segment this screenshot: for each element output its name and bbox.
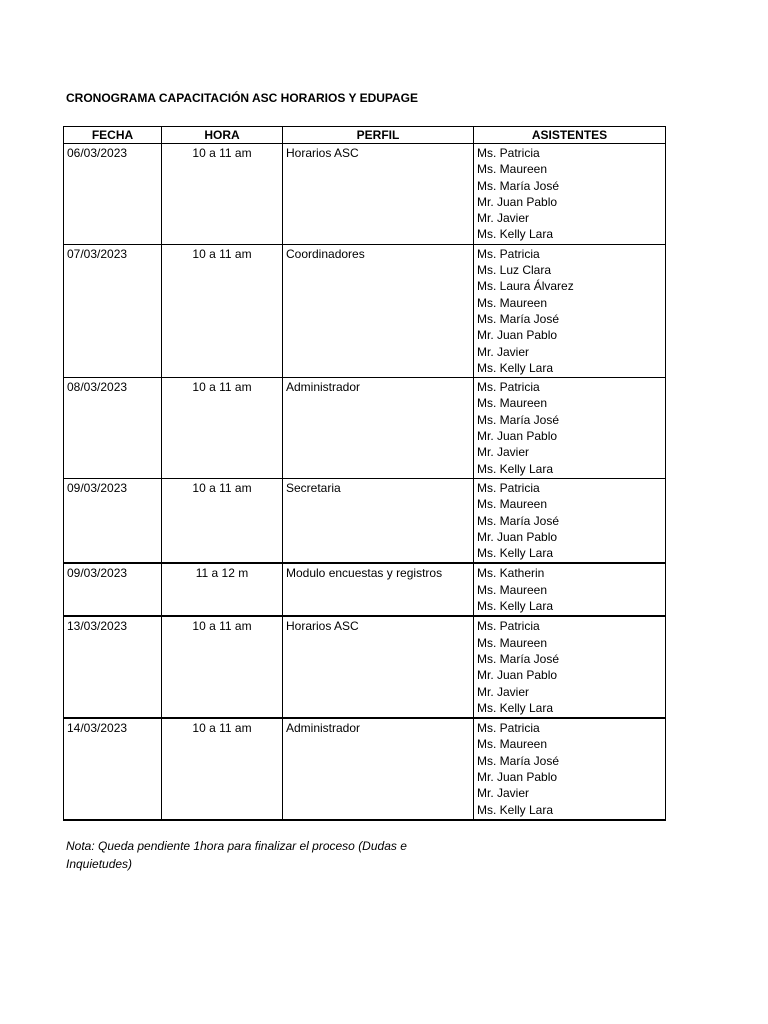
attendee-name: Ms. Kelly Lara [477, 802, 554, 817]
table-row [64, 244, 666, 377]
table-row [64, 378, 666, 479]
cell-fecha: 08/03/2023 [64, 378, 162, 479]
table-row [64, 144, 666, 245]
attendee-name: Mr. Javier [477, 344, 530, 359]
cell-hora: 10 a 11 am [162, 378, 283, 479]
attendee-name: Ms. Kelly Lara [477, 546, 554, 561]
cell-asistentes [474, 616, 666, 718]
attendee-name: Ms. Kelly Lara [477, 700, 554, 715]
cell-asistentes [474, 144, 666, 245]
cell-hora: 10 a 11 am [162, 478, 283, 563]
header-hora: HORA [162, 127, 283, 144]
attendee-name: Ms. Kelly Lara [477, 227, 554, 242]
cell-fecha: 09/03/2023 [64, 478, 162, 563]
attendee-name: Ms. Maureen [477, 737, 548, 752]
attendee-name: Ms. Patricia [477, 380, 540, 395]
attendee-name: Ms. María José [477, 651, 560, 666]
attendee-name: Mr. Juan Pablo [477, 769, 558, 784]
cell-hora: 10 a 11 am [162, 144, 283, 245]
attendee-name: Ms. Luz Clara [477, 263, 552, 278]
cell-perfil: Secretaria [283, 478, 474, 563]
attendee-name: Ms. María José [477, 178, 560, 193]
attendee-name: Mr. Juan Pablo [477, 529, 558, 544]
cell-fecha: 06/03/2023 [64, 144, 162, 245]
cell-perfil: Administrador [283, 718, 474, 820]
attendee-name: Ms. Maureen [477, 162, 548, 177]
table-header-row [64, 127, 666, 144]
attendee-name: Mr. Juan Pablo [477, 194, 558, 209]
attendee-name: Ms. Patricia [477, 246, 540, 261]
attendee-name: Ms. María José [477, 513, 560, 528]
attendee-name: Ms. Maureen [477, 396, 548, 411]
attendee-name: Ms. Patricia [477, 146, 540, 160]
attendee-name: Ms. Patricia [477, 619, 540, 634]
cell-hora: 10 a 11 am [162, 718, 283, 820]
table-row [64, 563, 666, 616]
attendee-name: Mr. Juan Pablo [477, 328, 558, 343]
attendee-name: Ms. Maureen [477, 582, 548, 597]
attendee-name: Ms. Katherin [477, 566, 545, 581]
cell-perfil: Coordinadores [283, 244, 474, 377]
table-row [64, 616, 666, 718]
header-fecha: FECHA [64, 127, 162, 144]
attendee-name: Mr. Juan Pablo [477, 429, 558, 444]
attendee-name: Ms. Kelly Lara [477, 360, 554, 375]
footnote: Nota: Queda pendiente 1hora para finalizar el proceso (Dudas e Inquietudes) [66, 839, 407, 871]
cell-hora: 11 a 12 m [162, 563, 283, 616]
document-title: CRONOGRAMA CAPACITACIÓN ASC HORARIOS Y EDUPAGE [66, 91, 419, 105]
attendee-name: Ms. Maureen [477, 295, 548, 310]
attendee-name: Mr. Javier [477, 684, 530, 699]
cell-asistentes [474, 563, 666, 616]
schedule-table [63, 126, 666, 821]
cell-asistentes [474, 718, 666, 820]
cell-fecha: 09/03/2023 [64, 563, 162, 616]
cell-perfil: Horarios ASC [283, 616, 474, 718]
attendee-name: Mr. Javier [477, 786, 530, 801]
cell-asistentes [474, 244, 666, 377]
cell-fecha: 14/03/2023 [64, 718, 162, 820]
attendee-name: Ms. Maureen [477, 497, 548, 512]
attendee-name: Mr. Javier [477, 211, 530, 226]
attendee-name: Ms. María José [477, 311, 560, 326]
cell-perfil: Horarios ASC [283, 144, 474, 245]
table-row [64, 478, 666, 563]
cell-hora: 10 a 11 am [162, 616, 283, 718]
cell-perfil: Administrador [283, 378, 474, 479]
attendee-name: Mr. Juan Pablo [477, 668, 558, 683]
cell-asistentes [474, 478, 666, 563]
attendee-name: Ms. Kelly Lara [477, 599, 554, 614]
attendee-name: Ms. María José [477, 753, 560, 768]
attendee-name: Ms. Patricia [477, 721, 540, 736]
attendee-name: Mr. Javier [477, 445, 530, 460]
table-row [64, 718, 666, 820]
attendee-name: Ms. Laura Álvarez [477, 279, 574, 294]
cell-fecha: 13/03/2023 [64, 616, 162, 718]
attendee-name: Ms. María José [477, 412, 560, 427]
attendee-name: Ms. Patricia [477, 480, 540, 495]
cell-hora: 10 a 11 am [162, 244, 283, 377]
attendee-name: Ms. Kelly Lara [477, 461, 554, 476]
cell-perfil: Modulo encuestas y registros [283, 563, 474, 616]
header-asistentes: ASISTENTES [474, 127, 666, 144]
attendee-name: Ms. Maureen [477, 635, 548, 650]
cell-asistentes [474, 378, 666, 479]
header-perfil: PERFIL [283, 127, 474, 144]
cell-fecha: 07/03/2023 [64, 244, 162, 377]
